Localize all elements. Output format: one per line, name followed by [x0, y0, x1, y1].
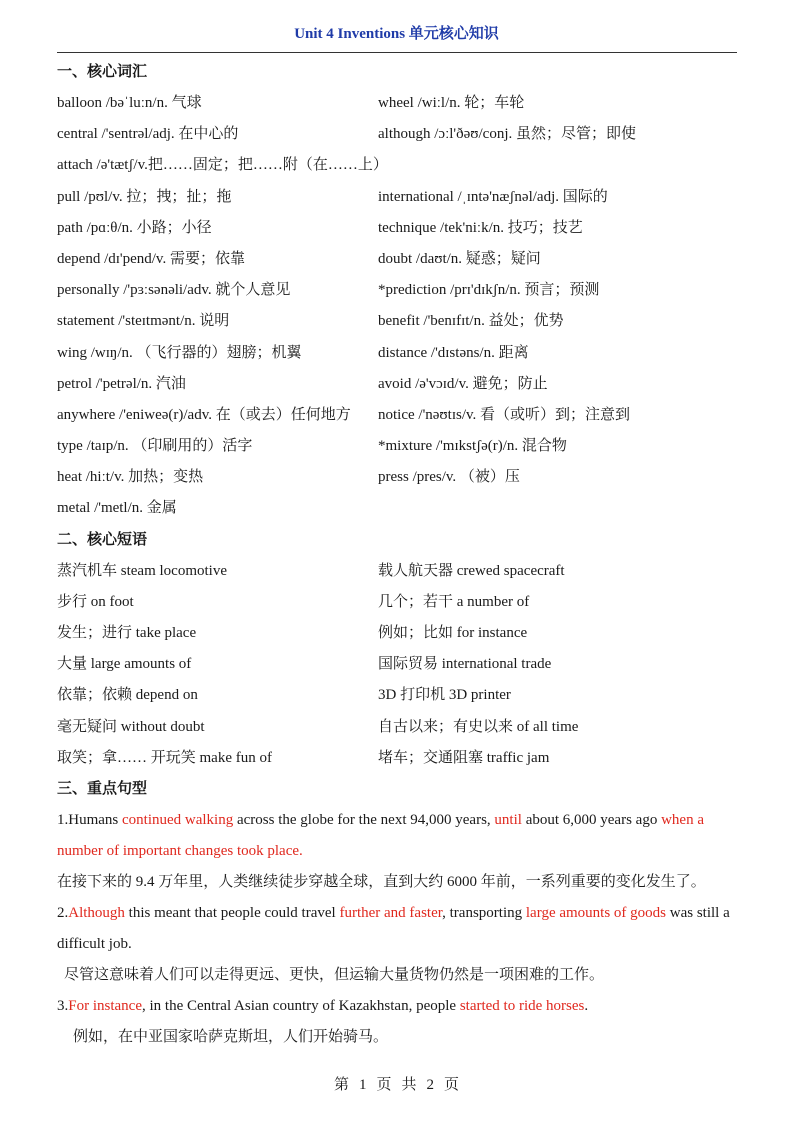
phrase-entry: 堵车；交通阻塞 traffic jam: [378, 749, 550, 766]
phrase-entry: 例如；比如 for instance: [378, 625, 528, 641]
vocab-entry: heat /hiːt/v. 加热；变热: [57, 469, 204, 486]
vocab-entry: *prediction /prɪ'dɪkʃn/n. 预言；预测: [378, 282, 600, 299]
vocab-entry: international /ˌɪntə'næʃnəl/adj. 国际的: [378, 188, 608, 205]
phrase-entry: 蒸汽机车 steam locomotive: [57, 562, 227, 579]
vocab-entry: central /'sentrəl/adj. 在中心的: [57, 126, 239, 143]
phrase-entry: 自古以来；有史以来 of all time: [378, 718, 579, 735]
footer-page-number: 1: [358, 1077, 367, 1093]
phrase-entry: 国际贸易 international trade: [378, 656, 552, 673]
phrase-entry: 发生；进行 take place: [57, 625, 197, 641]
vocab-entry: petrol /'petrəl/n. 汽油: [57, 375, 186, 392]
vocab-entry: *mixture /'mɪkstʃə(r)/n. 混合物: [378, 438, 567, 455]
vocab-entry: personally /'pɜːsənəli/adv. 就个人意见: [57, 282, 291, 299]
sentence-english: [57, 898, 741, 960]
phrase-list: [57, 556, 741, 774]
key-phrase-highlight: Although: [68, 904, 125, 921]
page-title: Unit 4 Inventions 单元核心知识: [294, 26, 499, 42]
footer-total-label: 共: [401, 1077, 417, 1093]
page-footer: [0, 1073, 793, 1094]
footer-total-number: 2: [426, 1077, 435, 1093]
document-body: [57, 57, 741, 1053]
vocab-entry: attach /ə'tætʃ/v.把……固定；把……附（在……上）: [57, 157, 388, 174]
phrase-entry: 3D 打印机 3D printer: [378, 687, 511, 704]
vocab-entry: anywhere /'eniweə(r)/adv. 在（或去）任何地方: [57, 406, 351, 423]
phrase-entry: 几个；若干 a number of: [378, 593, 530, 610]
vocab-entry: notice /'nəʊtɪs/v. 看（或听）到；注意到: [378, 406, 631, 423]
vocab-list: [57, 88, 741, 525]
sentence-text: , transporting: [442, 904, 526, 921]
vocab-entry: metal /'metl/n. 金属: [57, 500, 177, 517]
footer-page-mid: 页: [376, 1077, 392, 1093]
vocab-entry: benefit /'benɪfɪt/n. 益处；优势: [378, 313, 564, 330]
phrase-entry: 依靠；依赖 depend on: [57, 687, 198, 704]
sentence-text: was still a difficult job.: [57, 904, 730, 952]
sentence-list: [57, 805, 741, 1053]
sentence-text: this meant that people could travel: [124, 904, 340, 921]
vocab-entry: [378, 493, 741, 524]
phrase-entry: 载人航天器 crewed spacecraft: [378, 562, 565, 579]
vocab-entry: wing /wɪŋ/n. （飞行器的）翅膀；机翼: [57, 344, 302, 361]
vocab-entry: although /ɔːl'ðəʊ/conj. 虽然；尽管；即使: [378, 126, 636, 143]
key-phrase-highlight: For instance: [68, 997, 142, 1014]
vocab-entry: technique /tek'niːk/n. 技巧；技艺: [378, 219, 583, 236]
vocab-entry: pull /pʊl/v. 拉；拽；扯；拖: [57, 188, 232, 205]
phrase-entry: 毫无疑问 without doubt: [57, 718, 205, 735]
sentence-text: , in the Central Asian country of Kazakhstan, people: [141, 997, 460, 1014]
key-phrase-highlight: until: [494, 811, 522, 828]
vocab-section-title: 一、核心词汇: [57, 64, 148, 80]
sentence-text: .: [584, 997, 589, 1014]
vocab-entry: type /taɪp/n. （印刷用的）活字: [57, 438, 253, 455]
vocab-entry: wheel /wiːl/n. 轮；车轮: [378, 95, 525, 111]
key-phrase-highlight: started to ride horses: [459, 997, 585, 1014]
vocab-entry: press /pres/v. （被）压: [378, 469, 520, 486]
phrase-entry: 大量 large amounts of: [57, 656, 192, 673]
sentence-text: about 6,000 years ago: [521, 811, 662, 828]
vocab-entry: statement /'steɪtmənt/n. 说明: [57, 313, 230, 330]
sentence-translation: 尽管这意味着人们可以走得更远、更快，但运输大量货物仍然是一项困难的工作。: [64, 966, 605, 983]
key-phrase-highlight: further and faster: [339, 904, 443, 921]
footer-page-label: 第: [333, 1077, 349, 1093]
sentence-english: [57, 991, 741, 1022]
vocab-entry: depend /dɪ'pend/v. 需要；依靠: [57, 250, 245, 267]
vocab-entry: distance /'dɪstəns/n. 距离: [378, 344, 529, 361]
vocab-entry: doubt /daʊt/n. 疑惑；疑问: [378, 250, 541, 267]
phrases-section-title: 二、核心短语: [57, 531, 148, 548]
vocab-entry: avoid /ə'vɔɪd/v. 避免；防止: [378, 375, 548, 392]
footer-total-end: 页: [444, 1077, 460, 1093]
sentence-translation: 在接下来的 9.4 万年里，人类继续徒步穿越全球，直到大约 6000 年前，一系列重要的变化发生了。: [57, 873, 706, 890]
sentence-text: 3.: [57, 997, 69, 1014]
key-phrase-highlight: when a number of important changes took place.: [57, 811, 704, 859]
sentence-text: 2.: [57, 904, 69, 921]
sentence-translation: 例如，在中亚国家哈萨克斯坦，人们开始骑马。: [73, 1028, 389, 1045]
header-divider: [57, 52, 737, 53]
sentence-text: across the globe for the next 94,000 years,: [233, 811, 495, 828]
key-phrase-highlight: large amounts of goods: [525, 904, 667, 921]
key-phrase-highlight: continued walking: [122, 811, 234, 828]
phrase-entry: 取笑；拿…… 开玩笑 make fun of: [57, 749, 272, 766]
sentence-text: 1.Humans: [57, 811, 122, 828]
vocab-entry: balloon /bəˈluːn/n. 气球: [57, 95, 202, 111]
sentence-english: [57, 805, 741, 867]
sentences-section-title: 三、重点句型: [57, 780, 148, 797]
vocab-entry: path /pɑːθ/n. 小路；小径: [57, 219, 212, 236]
phrase-entry: 步行 on foot: [57, 593, 134, 610]
